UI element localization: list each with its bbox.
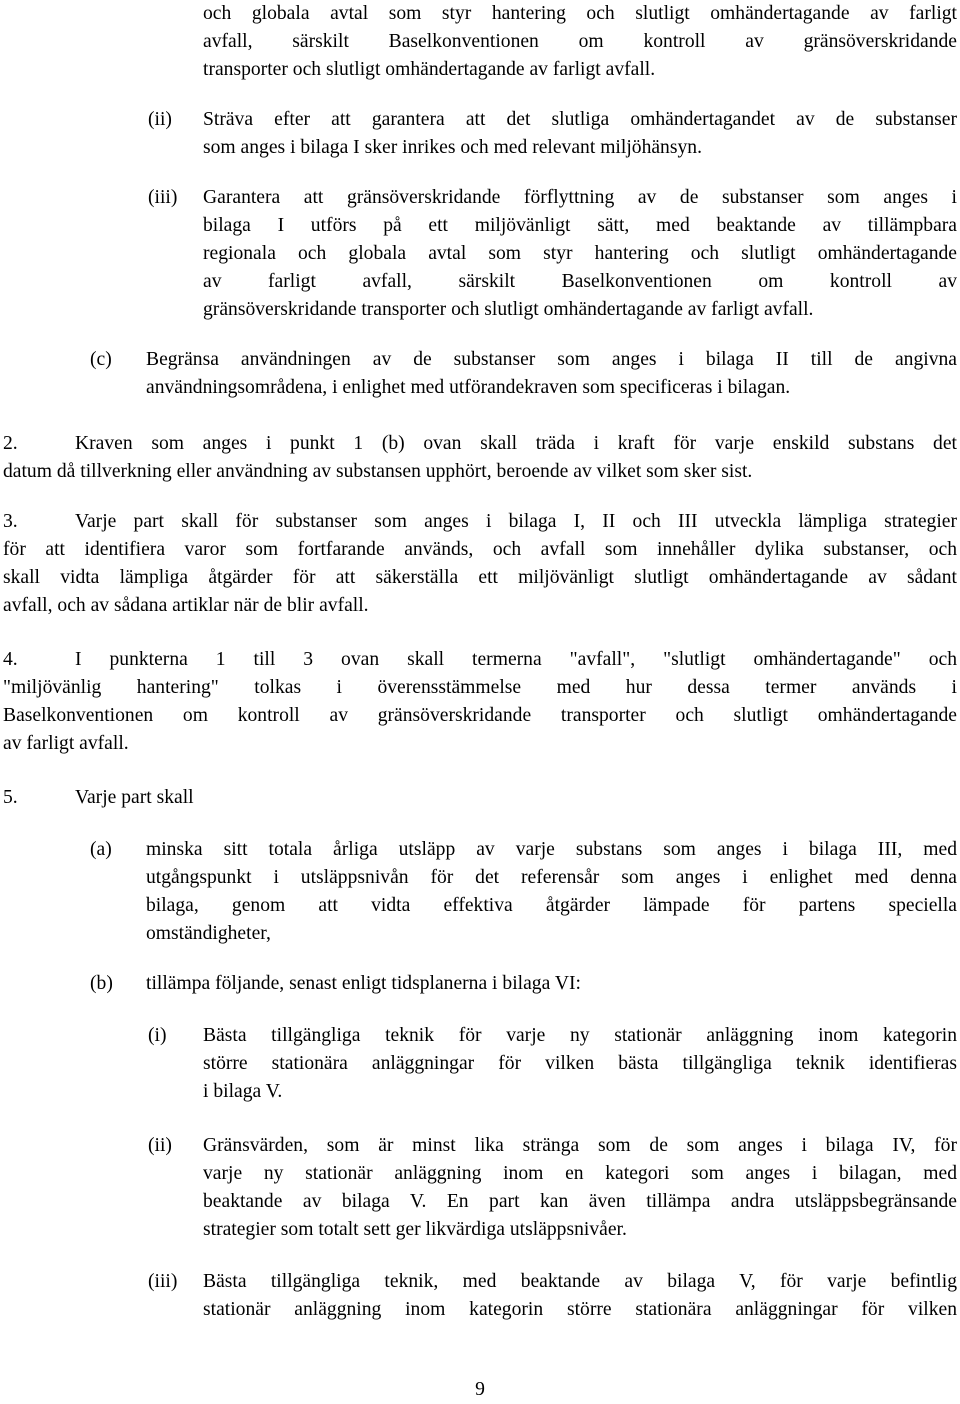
text-line: Sträva efter att garantera att det slutliga omhändertagandet av de substanser [203,109,957,130]
text-line: bilaga, genom att vidta effektiva åtgärder lämpade för partens speciella [146,895,957,916]
text-line: av farligt avfall. [3,733,129,754]
paragraph-4-text [3,674,957,758]
subitem-iii-text [203,1268,957,1324]
text-line: för att identifiera varor som fortfarande används, och avfall som innehåller dylika substanser, och [3,539,957,560]
text-line: Begränsa användningen av de substanser som anges i bilaga II till de angivna [146,349,957,370]
text-line: och globala avtal som styr hantering och slutligt omhändertagande av farligt [203,3,957,24]
item-c-text [146,346,957,402]
text-line: regionala och globala avtal som styr hantering och slutligt omhändertagande [203,243,957,264]
text-line: utgångspunkt i utsläppsnivån för det referensår som anges i enlighet med denna [146,867,957,888]
text-line: gränsöverskridande transporter och slutligt omhändertagande av farligt avfall. [203,299,814,320]
text-line: skall vidta lämpliga åtgärder för att säkerställa ett miljövänligt slutligt omhändertagande av sådant [3,567,957,588]
text-line: större stationära anläggningar för vilken bästa tillgängliga teknik identifieras [203,1053,957,1074]
text-line: Kraven som anges i punkt 1 (b) ovan skall träda i kraft för varje enskild substans det [75,433,957,454]
paragraph-3-text [3,536,957,620]
text-line: av farligt avfall, särskilt Baselkonventionen om kontroll av [203,271,957,292]
subitem-label: (iii) [148,1271,178,1292]
text-line: Bästa tillgängliga teknik för varje ny stationär anläggning inom kategorin [203,1025,957,1046]
text-line: datum då tillverkning eller användning av substansen upphört, beroende av vilket som sker sist. [3,461,753,482]
item-ii-text [203,106,957,162]
paragraph-5-text: Varje part skall [75,787,194,808]
text-line: Garantera att gränsöverskridande förflyttning av de substanser som anges i [203,187,957,208]
text-line: Bästa tillgängliga teknik, med beaktande av bilaga V, för varje befintlig [203,1271,957,1292]
text-line: varje ny stationär anläggning inom en kategori som anges i bilagan, med [203,1163,957,1184]
text-line: bilaga I utförs på ett miljövänligt sätt, med beaktande av tillämpbara [203,215,957,236]
text-line: "miljövänlig hantering" tolkas i överensstämmelse med hur dessa termer används i [3,677,957,698]
paragraph-number: 2. [3,433,18,454]
text-line: i bilaga V. [203,1081,283,1102]
text-line: Baselkonventionen om kontroll av gränsöverskridande transporter och slutligt omhändertagande [3,705,957,726]
text-line: avfall, särskilt Baselkonventionen om kontroll av gränsöverskridande [203,31,957,52]
text-line: omständigheter, [146,923,271,944]
subitem-ii-text [203,1132,957,1244]
text-line: beaktande av bilaga V. En part kan även tillämpa andra utsläppsbegränsande [203,1191,957,1212]
item-label: (c) [90,349,112,370]
paragraph-number: 4. [3,649,18,670]
text-line: Varje part skall för substanser som anges i bilaga I, II och III utveckla lämpliga strategier [75,511,957,532]
text-line: minska sitt totala årliga utsläpp av varje substans som anges i bilaga III, med [146,839,957,860]
item-label: (a) [90,839,112,860]
paragraph-2-first-line [75,430,957,458]
text-line: I punkterna 1 till 3 ovan skall termerna "avfall", "slutligt omhändertagande" och [75,649,957,670]
text-line: stationär anläggning inom kategorin större stationära anläggningar för vilken [203,1299,957,1320]
item-label: (b) [90,973,113,994]
page-number: 9 [475,1379,485,1400]
subitem-label: (ii) [148,1135,172,1156]
text-line: som anges i bilaga I sker inrikes och med relevant miljöhänsyn. [203,137,702,158]
paragraph-3-first-line [75,508,957,536]
text-line: användningsområdena, i enlighet med utförandekraven som specificeras i bilagan. [146,377,791,398]
subitem-i-text [203,1022,957,1106]
subitem-label: (i) [148,1025,167,1046]
text-line: Gränsvärden, som är minst lika stränga som de som anges i bilaga IV, för [203,1135,957,1156]
text-line: strategier som totalt sett ger likvärdiga utsläppsnivåer. [203,1219,627,1240]
item-b-text: tillämpa följande, senast enligt tidsplanerna i bilaga VI: [146,973,581,994]
text-line: avfall, och av sådana artiklar när de blir avfall. [3,595,369,616]
paragraph-number: 3. [3,511,18,532]
item-label: (iii) [148,187,178,208]
paragraph-number: 5. [3,787,18,808]
item-iii-text [203,184,957,324]
item-a-text [146,836,957,948]
item-label: (ii) [148,109,172,130]
text-line: transporter och slutligt omhändertagande av farligt avfall. [203,59,656,80]
paragraph-2-text [3,458,957,486]
continuation-text [203,0,957,84]
paragraph-4-first-line [75,646,957,674]
